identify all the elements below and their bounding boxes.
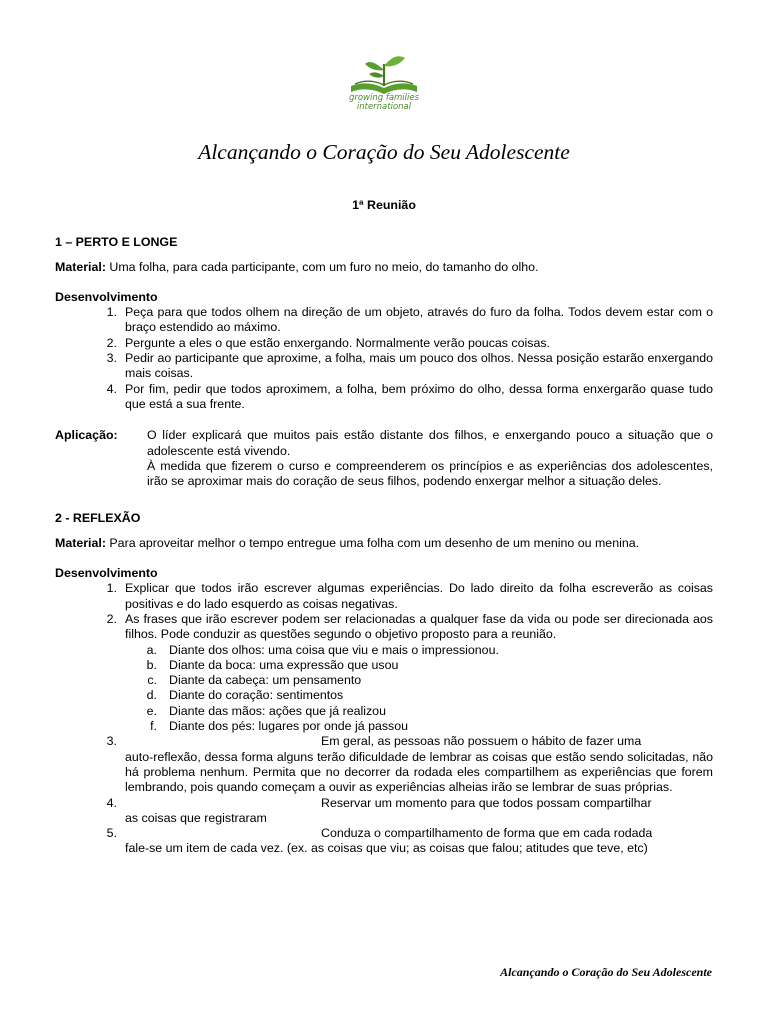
list-item: 1. Peça para que todos olhem na direção de um objeto, através do furo da folha. Todos devem estar com o braço estendido ao máximo. [106, 305, 713, 335]
growing-families-logo [343, 50, 425, 118]
sub-list-item: e. Diante das mãos: ações que já realizou [146, 703, 386, 718]
sprout-book-icon [343, 50, 425, 98]
list-item: 2. Pergunte a eles o que estão enxergando. Normalmente verão poucas coisas. [106, 335, 550, 350]
section1-material [55, 260, 713, 275]
material-label: Material: [55, 535, 106, 550]
application-text-1: O líder explicará que muitos pais estão distante dos filhos, e enxergando pouco a situação que o adolescente está vivendo. [147, 428, 713, 458]
material-label: Material: [55, 259, 106, 274]
list-item: 3. Pedir ao participante que aproxime, a folha, mais um pouco dos olhos. Nessa posição estarão enxergando mais coisas. [106, 351, 713, 381]
logo-text-line2: international [356, 102, 412, 112]
meeting-heading: 1ª Reunião [352, 198, 416, 212]
application-label: Aplicação: [55, 428, 118, 443]
application-text-2: À medida que fizerem o curso e compreenderem os princípios e as experiências dos adolescentes, irão se aproximar mais do coração de seus filhos, podendo enxergar melhor a situação deles. [147, 458, 713, 489]
list-item: 5. Conduza o compartilhamento de forma que em cada rodada fale-se um item de cada vez. (ex. as coisas que viu; as coisas que falou; atitudes que teve, etc) [106, 826, 653, 856]
section1-dev-heading: Desenvolvimento [55, 289, 158, 304]
list-item: 4. Reservar um momento para que todos possam compartilhar as coisas que registraram [106, 795, 652, 825]
section2-material [55, 536, 713, 551]
sub-list-item: f. Diante dos pés: lugares por onde já passou [150, 719, 409, 734]
sub-list-item: a. Diante dos olhos: uma coisa que viu e mais o impressionou. [146, 642, 499, 657]
sub-list-item: d. Diante do coração: sentimentos [146, 688, 344, 703]
section1-application [55, 428, 713, 459]
document-title: Alcançando o Coração do Seu Adolescente [198, 140, 570, 164]
material-text: Para aproveitar melhor o tempo entregue uma folha com um desenho de um menino ou menina. [105, 535, 640, 550]
section2-heading: 2 - REFLEXÃO [55, 511, 141, 526]
logo-text-line1: growing families [348, 93, 420, 103]
sub-list-item: c. Diante da cabeça: um pensamento [147, 673, 362, 688]
page-footer: Alcançando o Coração do Seu Adolescente [500, 965, 712, 979]
section1-heading: 1 – PERTO E LONGE [55, 235, 178, 250]
list-item: 1. Explicar que todos irão escrever algumas experiências. Do lado direito da folha escreverão as coisas positivas e do lado esquerdo as coisas negativas. [106, 581, 713, 611]
sub-list-item: b. Diante da boca: uma expressão que usou [146, 657, 399, 672]
section2-dev-heading: Desenvolvimento [55, 566, 158, 581]
list-item: 3. Em geral, as pessoas não possuem o hábito de fazer uma auto-reflexão, dessa forma alguns terão dificuldade de lembrar as coisas que estão sendo solicitadas, não há problema nenhum. Permita que no decorrer da rodada eles compartilhem as experiências que forem lembrando, pois quando começam a ouvir as experiências alheias irão se lembrar de suas próprias. [106, 734, 713, 795]
document-body [55, 198, 713, 857]
list-item: 2. As frases que irão escrever podem ser relacionadas a qualquer fase da vida ou pode ser direcionada aos filhos. Pode conduzir as questões segundo o objetivo proposto para a reunião. [106, 611, 713, 642]
list-item: 4. Por fim, pedir que todos aproximem, a folha, bem próximo do olho, dessa forma enxergarão quase tudo que está a sua frente. [106, 381, 713, 411]
material-text: Uma folha, para cada participante, com um furo no meio, do tamanho do olho. [105, 259, 539, 274]
